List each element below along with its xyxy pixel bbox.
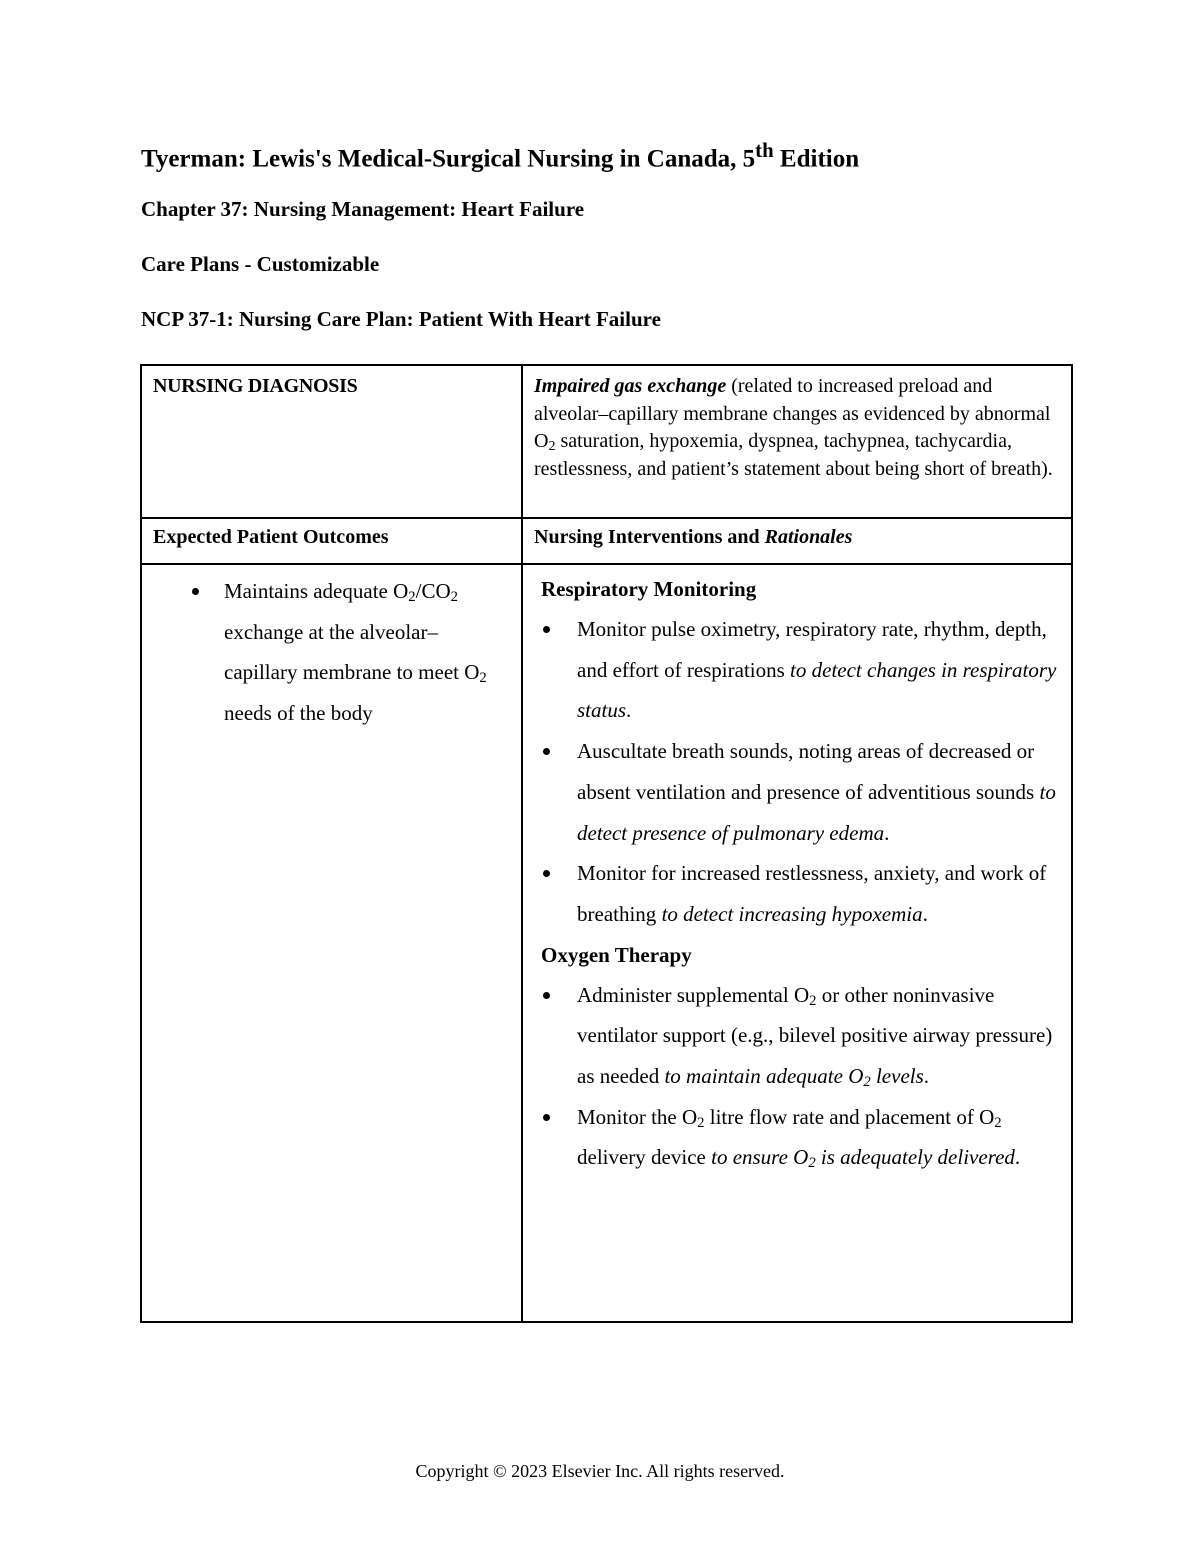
- title-text: Tyerman: Lewis's Medical-Surgical Nursing in Canada, 5: [141, 145, 756, 173]
- rationale-text: [664, 1064, 923, 1088]
- diagnosis-text: [523, 366, 1071, 483]
- diagnosis-text-cell: [522, 365, 1072, 518]
- intervention-text: Auscultate breath sounds, noting areas of decreased or absent ventilation and presence of adventitious sounds: [577, 739, 1040, 804]
- bullet-icon: [543, 870, 550, 877]
- title-superscript: th: [755, 138, 774, 162]
- diagnosis-part-1: (related to increased preload and alveolar–capillary membrane changes as evidenced by abnormal O: [534, 375, 1051, 452]
- intervention-text: Administer supplemental O: [577, 982, 810, 1007]
- rationales-header-text: Rationales: [764, 526, 853, 548]
- outcomes-list: [142, 571, 511, 733]
- intervention-item: [541, 609, 1057, 731]
- subscript-2: 2: [994, 1114, 1002, 1131]
- interventions-cell: [522, 564, 1072, 1322]
- outcomes-header-cell: [141, 518, 522, 564]
- bullet-icon: [543, 992, 550, 999]
- subscript-2: 2: [809, 992, 817, 1009]
- intervention-text: delivery device: [577, 1145, 712, 1170]
- care-plan-table: [140, 364, 1073, 1323]
- intervention-text: litre flow rate and placement of O: [704, 1104, 995, 1129]
- diagnosis-name: Impaired gas exchange: [534, 375, 727, 397]
- intervention-text: Monitor pulse oximetry, respiratory rate, rhythm, depth, and effort of respirations: [577, 617, 1047, 682]
- subscript-2: 2: [697, 1114, 705, 1131]
- interventions-header-text: Nursing Interventions and: [534, 526, 765, 548]
- rationale-text: to detect presence of pulmonary edema: [577, 779, 1056, 845]
- chapter-heading: Chapter 37: Nursing Management: Heart Failure: [141, 197, 585, 221]
- intervention-item: [541, 731, 1057, 853]
- outcome-part-3: exchange at the alveolar–capillary membrane to meet O: [224, 619, 480, 684]
- header-row: [141, 518, 1072, 564]
- subscript-2: 2: [479, 669, 487, 686]
- diagnosis-label-cell: [141, 365, 522, 518]
- intervention-item: [541, 1097, 1057, 1178]
- rationale-part: to ensure O: [711, 1145, 809, 1170]
- outcome-part-2: /CO: [415, 579, 451, 603]
- oxygen-list: [541, 975, 1057, 1179]
- rationale-text: to detect increasing hypoxemia: [661, 901, 923, 926]
- rationale-text: [711, 1145, 1015, 1172]
- outcome-part-4: needs of the body: [224, 700, 373, 725]
- subscript-2: 2: [808, 1155, 816, 1172]
- period: .: [1014, 1145, 1021, 1170]
- bullet-icon: [192, 588, 199, 595]
- intervention-text: Monitor for increased restlessness, anxiety, and work of breathing: [577, 861, 1047, 926]
- interventions-header: [523, 519, 1071, 549]
- subscript-2: 2: [548, 438, 556, 454]
- outcome-part-1: Maintains adequate O: [224, 579, 409, 603]
- intervention-item: [541, 975, 1057, 1097]
- care-plans-heading: Care Plans - Customizable: [141, 252, 380, 276]
- rationale-part: is adequately delivered: [815, 1145, 1015, 1170]
- intervention-item: [541, 853, 1057, 934]
- bullet-icon: [543, 748, 550, 755]
- rationale-part: levels: [870, 1064, 924, 1089]
- bullet-icon: [543, 1114, 550, 1121]
- period: .: [884, 820, 890, 845]
- bullet-icon: [543, 626, 550, 633]
- outcomes-cell: [141, 564, 522, 1322]
- diagnosis-row: [141, 365, 1072, 518]
- ncp-heading: NCP 37-1: Nursing Care Plan: Patient With Heart Failure: [141, 307, 661, 331]
- outcome-item: [142, 571, 511, 733]
- subscript-2: 2: [863, 1073, 871, 1090]
- copyright-footer: Copyright © 2023 Elsevier Inc. All rights reserved.: [415, 1461, 785, 1481]
- intervention-text: or other noninvasive ventilator support (e.g., bilevel positive airway pressure) as needed: [577, 982, 1053, 1089]
- period: .: [923, 1064, 930, 1089]
- diagnosis-label: NURSING DIAGNOSIS: [153, 375, 358, 397]
- interventions-header-cell: [522, 518, 1072, 564]
- rationale-part: to maintain adequate O: [664, 1064, 864, 1089]
- respiratory-list: [541, 609, 1057, 935]
- intervention-text: Monitor the O: [577, 1104, 698, 1129]
- rationale-text: to detect changes in respiratory status: [577, 657, 1057, 723]
- period: .: [626, 698, 632, 723]
- diagnosis-part-2: saturation, hypoxemia, dyspnea, tachypnea, tachycardia, restlessness, and patient’s statement about being short of breath).: [534, 430, 1053, 480]
- period: .: [922, 901, 928, 926]
- respiratory-monitoring-title: Respiratory Monitoring: [541, 577, 757, 601]
- title-edition: Edition: [773, 145, 860, 173]
- outcomes-header: Expected Patient Outcomes: [153, 526, 389, 548]
- subscript-2: 2: [450, 588, 458, 605]
- document-title: [141, 138, 859, 173]
- content-row: [141, 564, 1072, 1322]
- subscript-2: 2: [408, 588, 416, 605]
- oxygen-therapy-title: Oxygen Therapy: [541, 942, 692, 967]
